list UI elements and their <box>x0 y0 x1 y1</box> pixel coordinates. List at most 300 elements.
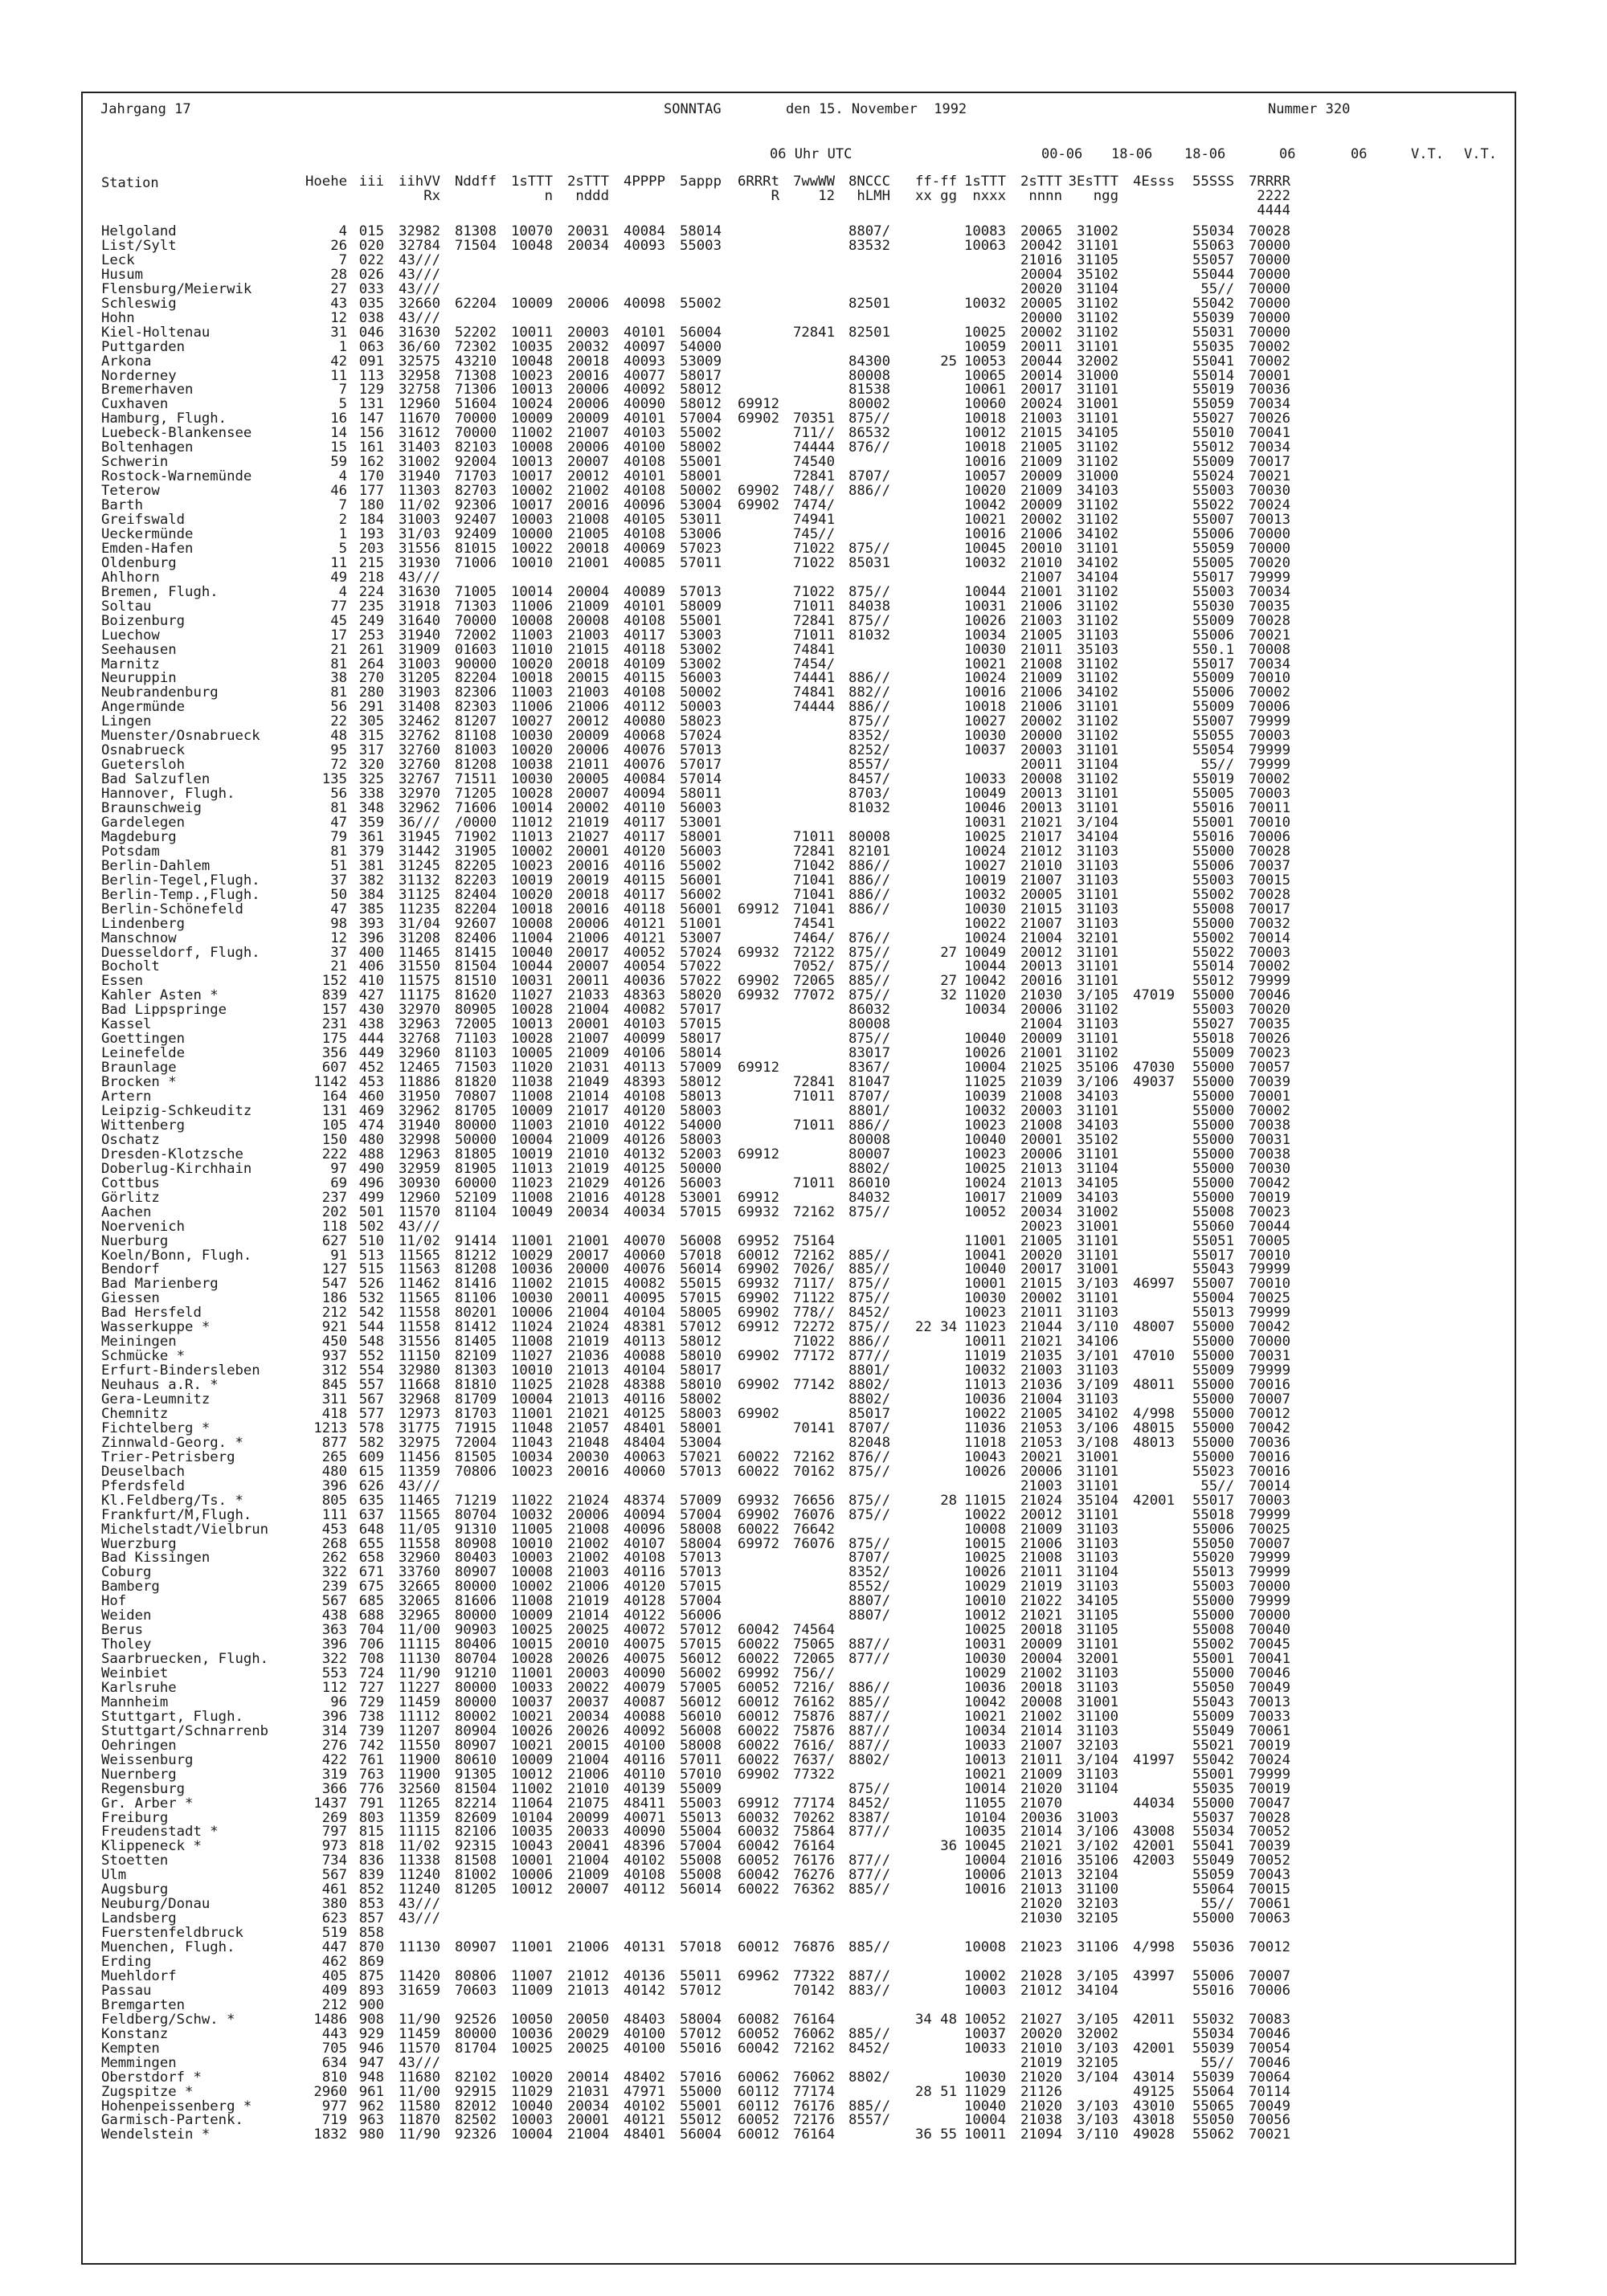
table-cell: 71308 <box>454 367 497 384</box>
table-cell: 10006 <box>510 1305 553 1322</box>
table-cell: 10025 <box>510 1622 553 1639</box>
table-cell: 501 <box>358 1203 384 1220</box>
table-cell: 40109 <box>623 656 665 672</box>
table-cell: 55012 <box>679 2112 722 2129</box>
period-label: 18-06 <box>1111 146 1153 162</box>
table-cell: 11/02 <box>398 497 440 513</box>
table-cell: 20026 <box>566 1722 609 1739</box>
table-cell: 21015 <box>566 641 609 658</box>
table-cell: 49037 <box>1132 1074 1175 1090</box>
table-cell: 58008 <box>679 1521 722 1538</box>
table-cell: 77322 <box>792 1967 835 1984</box>
table-cell: 10023 <box>963 1146 1006 1162</box>
table-cell: 70000 <box>454 411 497 427</box>
table-cell: 8457/ <box>848 771 890 788</box>
table-cell: 55000 <box>1192 1146 1234 1162</box>
table-cell: 20007 <box>566 958 609 975</box>
table-cell: 21021 <box>1020 1838 1062 1855</box>
table-cell: 235 <box>358 598 384 615</box>
table-cell: 21005 <box>1020 627 1062 643</box>
table-cell: 72065 <box>792 973 835 990</box>
station-name: Gardelegen <box>101 814 186 831</box>
table-cell: 46 <box>330 483 347 500</box>
table-cell: 875// <box>848 1780 890 1797</box>
table-cell: 10017 <box>963 1189 1006 1206</box>
table-cell: 10057 <box>963 468 1006 485</box>
table-cell: 21019 <box>1020 1579 1062 1595</box>
table-cell: 71011 <box>792 627 835 643</box>
table-cell: 10015 <box>963 1535 1006 1552</box>
table-cell: 11570 <box>398 2040 440 2057</box>
table-cell: 31103 <box>1076 1579 1118 1595</box>
table-cell: 74841 <box>792 684 835 701</box>
table-cell: 79 <box>330 828 347 845</box>
table-cell: 11558 <box>398 1319 440 1336</box>
table-cell: 8802/ <box>848 2069 890 2086</box>
column-header: Hoehe <box>305 174 348 190</box>
table-cell: 92326 <box>454 2126 497 2143</box>
table-cell: 53004 <box>679 497 722 513</box>
table-cell: 71011 <box>792 1175 835 1191</box>
table-cell: 11/90 <box>398 2011 440 2028</box>
table-cell: 48381 <box>623 1319 665 1336</box>
table-cell: 55017 <box>1192 1492 1234 1509</box>
table-cell: 815 <box>358 1824 384 1840</box>
table-cell: 20006 <box>1020 1146 1062 1162</box>
table-cell: 76656 <box>792 1492 835 1509</box>
table-cell: 276 <box>321 1737 347 1754</box>
table-cell: 623 <box>321 1910 347 1927</box>
table-cell: 175 <box>321 1031 347 1048</box>
table-cell: 21003 <box>566 627 609 643</box>
table-cell: 11019 <box>963 1348 1006 1365</box>
table-cell: 20004 <box>566 583 609 600</box>
table-cell: 55015 <box>679 1276 722 1293</box>
station-name: Saarbruecken, Flugh. <box>101 1651 269 1668</box>
table-cell: 21005 <box>1020 1405 1062 1422</box>
table-cell: 607 <box>321 1060 347 1077</box>
table-cell: 20032 <box>566 338 609 355</box>
table-cell: 4 <box>338 583 347 600</box>
table-cell: 515 <box>358 1261 384 1278</box>
table-cell: 34104 <box>1076 1982 1118 1999</box>
table-cell: 79999 <box>1248 973 1290 990</box>
table-cell: 17 <box>330 627 347 643</box>
table-cell: 379 <box>358 843 384 860</box>
table-cell: 70083 <box>1248 2011 1290 2028</box>
table-cell: 79999 <box>1248 713 1290 730</box>
table-cell: 11020 <box>510 1060 553 1077</box>
table-cell: 32767 <box>398 771 440 788</box>
table-cell: 43010 <box>1132 2098 1175 2114</box>
table-cell: 40079 <box>623 1679 665 1696</box>
table-cell: 79999 <box>1248 569 1290 586</box>
table-cell: 70000 <box>1248 280 1290 297</box>
table-cell: 10042 <box>963 497 1006 513</box>
table-cell: 55019 <box>1192 771 1234 788</box>
table-cell: 20007 <box>566 786 609 802</box>
table-cell: 70002 <box>1248 771 1290 788</box>
table-cell: 69952 <box>737 1232 779 1249</box>
table-cell: 70006 <box>1248 828 1290 845</box>
table-cell: 887// <box>848 1708 890 1725</box>
table-cell: 444 <box>358 1031 384 1048</box>
table-cell: 48402 <box>623 2069 665 2086</box>
table-cell: 8807/ <box>848 1593 890 1610</box>
table-cell: 20006 <box>566 1506 609 1523</box>
table-cell: 82203 <box>454 872 497 889</box>
column-header: 2sTTT <box>566 174 609 190</box>
table-cell: 81015 <box>454 540 497 557</box>
table-cell: 50 <box>330 886 347 903</box>
table-cell: 748// <box>792 483 835 500</box>
table-cell: 20020 <box>1020 1247 1062 1264</box>
table-cell: 20037 <box>566 1693 609 1710</box>
table-cell: 31000 <box>1076 367 1118 384</box>
station-name: Ueckermünde <box>101 526 194 542</box>
table-cell: 92315 <box>454 1838 497 1855</box>
table-cell: 49 <box>330 569 347 586</box>
column-header: 3EsTTT <box>1068 174 1118 190</box>
table-cell: 57016 <box>679 2069 722 2086</box>
station-name: Oldenburg <box>101 554 177 571</box>
table-cell: 875// <box>848 411 890 427</box>
table-cell: 10040 <box>963 1031 1006 1048</box>
table-cell: 222 <box>321 1146 347 1162</box>
table-cell: 71011 <box>792 1117 835 1134</box>
table-cell: 32998 <box>398 1131 440 1148</box>
table-cell: 31104 <box>1076 1160 1118 1177</box>
table-cell: 35102 <box>1076 266 1118 283</box>
table-cell: 980 <box>358 2126 384 2143</box>
table-cell: 70041 <box>1248 425 1290 442</box>
table-cell: 21023 <box>1020 1939 1062 1955</box>
table-cell: 80907 <box>454 1737 497 1754</box>
table-cell: 11/00 <box>398 1622 440 1639</box>
table-cell: 21019 <box>566 1160 609 1177</box>
table-cell: 81705 <box>454 1103 497 1119</box>
table-cell: 11112 <box>398 1708 440 1725</box>
table-cell: 21004 <box>1020 1016 1062 1033</box>
table-cell: 31103 <box>1076 915 1118 932</box>
table-cell: 10010 <box>510 554 553 571</box>
table-cell: 10022 <box>963 1506 1006 1523</box>
table-cell: 58020 <box>679 987 722 1004</box>
table-cell: 70000 <box>454 612 497 629</box>
table-cell: 31102 <box>1076 670 1118 687</box>
table-cell: 40116 <box>623 1391 665 1407</box>
table-cell: 55031 <box>1192 324 1234 341</box>
table-cell: 76076 <box>792 1535 835 1552</box>
table-cell: 396 <box>321 1636 347 1653</box>
table-cell: 70036 <box>1248 382 1290 398</box>
table-cell: 20044 <box>1020 353 1062 370</box>
table-cell: 10024 <box>963 929 1006 946</box>
table-cell: 57010 <box>679 1766 722 1783</box>
table-cell: 70028 <box>1248 886 1290 903</box>
table-cell: 56014 <box>679 1881 722 1898</box>
station-name: Doberlug-Kirchhain <box>101 1160 252 1177</box>
table-cell: 11/02 <box>398 1232 440 1249</box>
table-cell: 49125 <box>1132 2083 1175 2100</box>
table-cell: 31630 <box>398 583 440 600</box>
table-cell: 72162 <box>792 2040 835 2057</box>
table-cell: 70000 <box>1248 540 1290 557</box>
column-header: 55SSS <box>1192 174 1234 190</box>
table-cell: 70038 <box>1248 1146 1290 1162</box>
station-name: Berlin-Schönefeld <box>101 901 243 917</box>
table-cell: 70014 <box>1248 929 1290 946</box>
table-cell: 31101 <box>1076 1103 1118 1119</box>
table-cell: 21002 <box>566 1550 609 1567</box>
table-cell: 453 <box>358 1074 384 1090</box>
table-cell: 20010 <box>566 1636 609 1653</box>
table-cell: 11025 <box>510 1377 553 1393</box>
table-cell: 20013 <box>1020 958 1062 975</box>
table-cell: 58011 <box>679 786 722 802</box>
table-cell: 10030 <box>963 901 1006 917</box>
table-cell: 21008 <box>1020 1550 1062 1567</box>
table-cell: 10010 <box>510 1535 553 1552</box>
table-cell: 40116 <box>623 1751 665 1768</box>
table-cell: 82012 <box>454 2098 497 2114</box>
table-cell: 10008 <box>510 439 553 456</box>
table-cell: 21044 <box>1020 1319 1062 1336</box>
table-cell: 55022 <box>1192 944 1234 961</box>
table-cell: 10035 <box>510 338 553 355</box>
table-cell: 10029 <box>963 1665 1006 1681</box>
table-cell: 20034 <box>566 237 609 254</box>
table-cell: 40095 <box>623 1290 665 1307</box>
table-cell: 21016 <box>1020 251 1062 268</box>
table-cell: 708 <box>358 1651 384 1668</box>
table-cell: 21012 <box>1020 843 1062 860</box>
table-cell: 82303 <box>454 699 497 716</box>
table-cell: 70020 <box>1248 554 1290 571</box>
table-cell: 015 <box>358 223 384 239</box>
table-cell: 10030 <box>963 728 1006 745</box>
station-name: Wasserkuppe * <box>101 1319 211 1336</box>
station-name: Oschatz <box>101 1131 160 1148</box>
table-cell: 31659 <box>398 1982 440 1999</box>
table-cell: 10030 <box>510 728 553 745</box>
table-cell: 40087 <box>623 1693 665 1710</box>
table-cell: 10028 <box>510 786 553 802</box>
table-cell: 438 <box>321 1608 347 1624</box>
table-cell: 58013 <box>679 1089 722 1105</box>
table-cell: 21006 <box>566 1579 609 1595</box>
table-cell: 74444 <box>792 439 835 456</box>
table-cell: 70010 <box>1248 1247 1290 1264</box>
station-name: Teterow <box>101 483 160 500</box>
table-cell: 48374 <box>623 1492 665 1509</box>
table-cell: 20018 <box>1020 1679 1062 1696</box>
table-cell: 70043 <box>1248 1867 1290 1884</box>
table-cell: 20019 <box>566 872 609 889</box>
table-cell: 20001 <box>566 1016 609 1033</box>
table-cell: 11005 <box>510 1521 553 1538</box>
table-cell: 615 <box>358 1463 384 1480</box>
table-cell: 474 <box>358 1117 384 1134</box>
station-name: Schleswig <box>101 295 177 312</box>
table-cell: 69902 <box>737 1261 779 1278</box>
table-cell: 31/04 <box>398 915 440 932</box>
table-cell: 929 <box>358 2025 384 2042</box>
table-cell: 706 <box>358 1636 384 1653</box>
table-cell: 31102 <box>1076 713 1118 730</box>
table-cell: 553 <box>321 1665 347 1681</box>
table-cell: 20031 <box>566 223 609 239</box>
table-cell: 76164 <box>792 2126 835 2143</box>
station-name: Boizenburg <box>101 612 186 629</box>
table-cell: 635 <box>358 1492 384 1509</box>
table-cell: 72162 <box>792 1247 835 1264</box>
table-cell: 20015 <box>566 1737 609 1754</box>
table-cell: 10049 <box>510 1203 553 1220</box>
table-cell: 32962 <box>398 800 440 816</box>
table-cell: 461 <box>321 1881 347 1898</box>
table-cell: 438 <box>358 1016 384 1033</box>
table-cell: 11/02 <box>398 1838 440 1855</box>
table-cell: 877// <box>848 1867 890 1884</box>
table-cell: 11565 <box>398 1506 440 1523</box>
table-cell: 48396 <box>623 1838 665 1855</box>
table-cell: 711// <box>792 425 835 442</box>
table-cell: 70042 <box>1248 1420 1290 1436</box>
table-cell: 875// <box>848 1031 890 1048</box>
table-cell: 55000 <box>1192 1593 1234 1610</box>
table-cell: 2960 <box>313 2083 347 2100</box>
station-name: Bad Lippspringe <box>101 1002 227 1019</box>
table-cell: 55000 <box>1192 1665 1234 1681</box>
table-cell: 70014 <box>1248 1477 1290 1494</box>
table-cell: 10020 <box>963 483 1006 500</box>
table-cell: 31101 <box>1076 1463 1118 1480</box>
table-cell: 22 <box>330 713 347 730</box>
table-cell: 70000 <box>1248 251 1290 268</box>
table-cell: 20002 <box>1020 1290 1062 1307</box>
table-cell: 21126 <box>1020 2083 1062 2100</box>
table-cell: 20016 <box>566 1463 609 1480</box>
table-cell: 40100 <box>623 439 665 456</box>
table-cell: 21003 <box>1020 1362 1062 1379</box>
table-cell: 10025 <box>963 1550 1006 1567</box>
table-cell: 4/998 <box>1132 1405 1175 1422</box>
table-cell: 320 <box>358 757 384 774</box>
column-header: ff-ff <box>914 174 957 190</box>
table-cell: 57012 <box>679 2025 722 2042</box>
table-cell: 57015 <box>679 1016 722 1033</box>
table-cell: 10030 <box>510 771 553 788</box>
table-cell: 70042 <box>1248 1319 1290 1336</box>
table-cell: 70028 <box>1248 1809 1290 1826</box>
table-cell: 10016 <box>963 1881 1006 1898</box>
table-cell: 20011 <box>1020 338 1062 355</box>
table-cell: 876// <box>848 1448 890 1465</box>
table-cell: 40110 <box>623 1766 665 1783</box>
table-cell: 55001 <box>1192 1766 1234 1783</box>
table-cell: 20018 <box>1020 1622 1062 1639</box>
table-cell: 69902 <box>737 1377 779 1393</box>
table-cell: 3/101 <box>1076 1348 1118 1365</box>
table-cell: 60082 <box>737 2011 779 2028</box>
table-cell: 40104 <box>623 1362 665 1379</box>
table-cell: 10014 <box>963 1780 1006 1797</box>
table-cell: 60052 <box>737 2025 779 2042</box>
table-cell: 76176 <box>792 1853 835 1869</box>
table-cell: 32980 <box>398 1362 440 1379</box>
table-cell: 80000 <box>454 1679 497 1696</box>
table-cell: 60022 <box>737 1881 779 1898</box>
table-cell: 80008 <box>848 828 890 845</box>
table-cell: 21009 <box>566 1867 609 1884</box>
table-cell: 637 <box>358 1506 384 1523</box>
table-cell: 11038 <box>510 1074 553 1090</box>
table-cell: 70057 <box>1248 1060 1290 1077</box>
station-name: Angermünde <box>101 699 186 716</box>
table-cell: 10024 <box>963 670 1006 687</box>
table-cell: 70015 <box>1248 1881 1290 1898</box>
table-cell: 648 <box>358 1521 384 1538</box>
table-cell: 55000 <box>1192 1160 1234 1177</box>
table-cell: 81810 <box>454 1377 497 1393</box>
table-cell: 11064 <box>510 1795 553 1812</box>
table-cell: 886// <box>848 483 890 500</box>
table-cell: 58012 <box>679 1334 722 1350</box>
table-cell: 875// <box>848 958 890 975</box>
table-cell: 32660 <box>398 295 440 312</box>
table-cell: 40090 <box>623 1665 665 1681</box>
station-name: Feldberg/Schw. * <box>101 2011 235 2028</box>
table-cell: 40108 <box>623 1550 665 1567</box>
table-cell: 11008 <box>510 1334 553 1350</box>
table-cell: 22 34 <box>914 1319 957 1336</box>
table-cell: 10003 <box>510 1550 553 1567</box>
column-subheader: nxxx <box>972 188 1006 204</box>
table-cell: 58001 <box>679 828 722 845</box>
table-cell: 20011 <box>566 973 609 990</box>
station-name: Oberstdorf * <box>101 2069 202 2086</box>
table-cell: 31103 <box>1076 1550 1118 1567</box>
table-cell: 70021 <box>1248 468 1290 485</box>
table-cell: 237 <box>321 1189 347 1206</box>
table-cell: 21003 <box>566 1564 609 1581</box>
table-cell: 31103 <box>1076 901 1118 917</box>
table-cell: 76062 <box>792 2069 835 2086</box>
table-cell: 70000 <box>1248 526 1290 542</box>
table-cell: 56008 <box>679 1722 722 1739</box>
table-cell: 70010 <box>1248 670 1290 687</box>
table-cell: 10019 <box>510 872 553 889</box>
table-cell: 40113 <box>623 1060 665 1077</box>
table-cell: 21007 <box>566 1031 609 1048</box>
table-cell: 69902 <box>737 1766 779 1783</box>
table-cell: 10008 <box>510 915 553 932</box>
table-cell: 10013 <box>963 1751 1006 1768</box>
table-cell: 57013 <box>679 1550 722 1567</box>
station-name: Manschnow <box>101 929 177 946</box>
table-cell: 28 51 <box>914 2083 957 2100</box>
table-cell: 11 <box>330 367 347 384</box>
table-cell: 82306 <box>454 684 497 701</box>
table-cell: 55054 <box>1192 742 1234 759</box>
table-cell: 8452/ <box>848 1305 890 1322</box>
table-cell: 32975 <box>398 1434 440 1451</box>
table-cell: 31103 <box>1076 627 1118 643</box>
table-cell: 460 <box>358 1089 384 1105</box>
table-cell: 32959 <box>398 1160 440 1177</box>
table-cell: 962 <box>358 2098 384 2114</box>
